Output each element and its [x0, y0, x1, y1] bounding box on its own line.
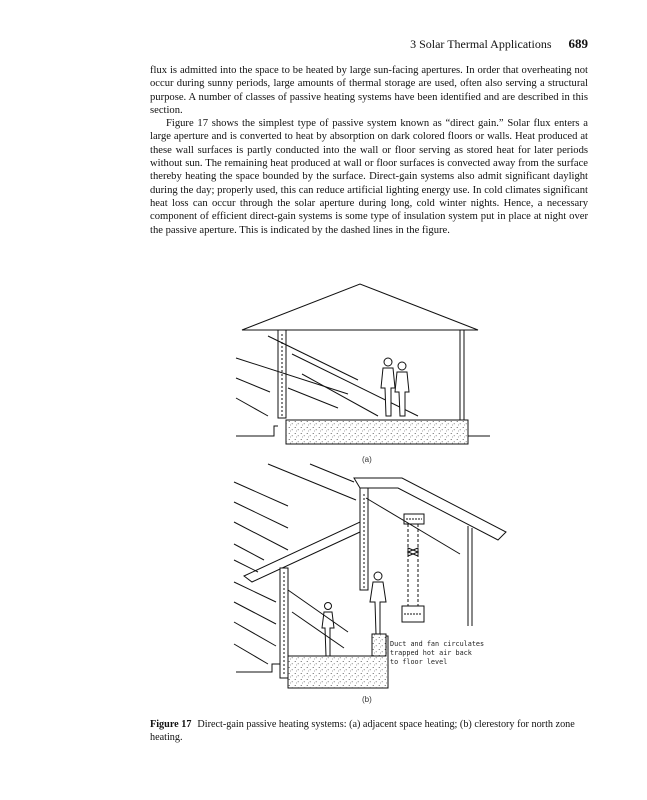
body-text — [150, 64, 588, 237]
diagram-b-annotation-line3: to floor level — [390, 658, 448, 666]
diagram-a-roof — [242, 284, 478, 330]
diagram-b-annotation-line2: trapped hot air back — [390, 649, 472, 657]
chapter-title: 3 Solar Thermal Applications — [410, 37, 552, 51]
page-number: 689 — [568, 36, 588, 51]
caption-text: Direct-gain passive heating systems: (a) adjacent space heating; (b) clerestory for north zone heating. — [150, 719, 575, 743]
diagram-a-label: (a) — [362, 455, 372, 464]
diagram-b-label: (b) — [362, 695, 372, 704]
figure-17 — [228, 276, 508, 708]
diagram-b-annotation-line1: Duct and fan circulates — [390, 640, 485, 648]
paragraph-1: flux is admitted into the space to be heated by large sun-facing apertures. In order that overheating not occur during sunny periods, large amounts of thermal storage are used, often also serving a structural purpose. A number of classes of passive heating systems have been identified and are described in this section. — [150, 65, 588, 116]
diagram-b-high-roof — [354, 478, 506, 540]
caption-label: Figure 17 — [150, 719, 192, 730]
diagram-a-floor-slab — [286, 420, 468, 444]
diagram-a-people — [381, 358, 409, 416]
diagram-a — [236, 284, 490, 444]
paragraph-2: Figure 17 shows the simplest type of passive system known as “direct gain.” Solar flux enters a large aperture and is converted to heat by absorption on dark colored floors or walls. Heat produced at these wall surfaces is partly conducted into the wall or floor serving as stored heat for later periods without sun. The remaining heat produced at wall or floor surfaces is convected away from the surface thereby heating the space bounded by the surface. Direct-gain systems also admit significant daylight during the day; properly used, this can reduce artificial lighting energy use. In cold climates significant heat loss can occur through the solar aperture during long, cold winter nights. Hence, a necessary component of efficient direct-gain systems is some type of insulation system put in place at night over the passive aperture. This is indicated by the dashed lines in the figure. — [150, 118, 588, 236]
page-header — [150, 36, 588, 52]
figure-caption — [150, 718, 588, 744]
figure-17-drawing — [228, 276, 508, 708]
diagram-b-low-roof — [244, 522, 360, 582]
